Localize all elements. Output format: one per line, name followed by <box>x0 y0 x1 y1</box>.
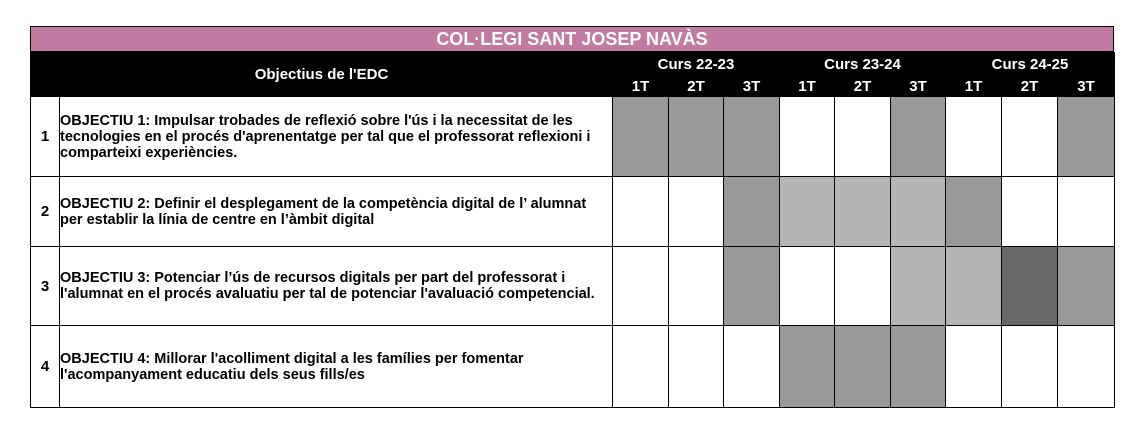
term-header: 1T <box>946 77 1002 97</box>
schedule-cell <box>891 247 946 326</box>
schedule-cell <box>1058 326 1115 408</box>
objective-text: OBJECTIU 4: Millorar l'acolliment digital a les famílies per fomentar l'acompanyament educatiu dels seus fills/es <box>60 326 613 408</box>
schedule-cell <box>835 247 891 326</box>
term-header: 2T <box>669 77 724 97</box>
schedule-cell <box>724 97 780 177</box>
schedule-cell <box>1002 97 1058 177</box>
term-header: 3T <box>724 77 780 97</box>
schedule-cell <box>780 247 835 326</box>
objective-text: OBJECTIU 3: Potenciar l’ús de recursos digitals per part del professorat i l'alumnat en el procés avaluatiu per tal de potenciar l'avaluació competencial. <box>60 247 613 326</box>
schedule-cell <box>613 97 669 177</box>
objective-row <box>31 247 1115 326</box>
schedule-cell <box>946 97 1002 177</box>
objective-number: 1 <box>31 97 60 177</box>
year-header: Curs 24-25 <box>946 53 1115 77</box>
schedule-cell <box>1058 247 1115 326</box>
schedule-cell <box>946 247 1002 326</box>
school-title: COL·LEGI SANT JOSEP NAVÀS <box>30 26 1114 52</box>
objective-text: OBJECTIU 2: Definir el desplegament de la competència digital de l’ alumnat per establir la línia de centre en l’àmbit digital <box>60 177 613 247</box>
objective-number: 4 <box>31 326 60 408</box>
objectives-table <box>30 52 1115 408</box>
schedule-cell <box>780 177 835 247</box>
schedule-cell <box>946 177 1002 247</box>
term-header: 2T <box>835 77 891 97</box>
schedule-cell <box>1002 177 1058 247</box>
schedule-cell <box>891 326 946 408</box>
schedule-cell <box>613 326 669 408</box>
schedule-cell <box>891 177 946 247</box>
year-header: Curs 22-23 <box>613 53 780 77</box>
plan-sheet <box>30 26 1114 408</box>
objective-row <box>31 177 1115 247</box>
schedule-cell <box>1058 97 1115 177</box>
term-header: 1T <box>780 77 835 97</box>
term-header: 2T <box>1002 77 1058 97</box>
schedule-cell <box>669 177 724 247</box>
objective-number: 3 <box>31 247 60 326</box>
schedule-cell <box>669 247 724 326</box>
schedule-cell <box>835 326 891 408</box>
schedule-cell <box>780 326 835 408</box>
schedule-cell <box>724 247 780 326</box>
schedule-cell <box>835 177 891 247</box>
schedule-cell <box>835 97 891 177</box>
schedule-cell <box>613 247 669 326</box>
schedule-cell <box>946 326 1002 408</box>
term-header: 3T <box>891 77 946 97</box>
term-header: 1T <box>613 77 669 97</box>
year-header: Curs 23-24 <box>780 53 946 77</box>
objective-number: 2 <box>31 177 60 247</box>
schedule-cell <box>1002 326 1058 408</box>
term-header: 3T <box>1058 77 1115 97</box>
schedule-cell <box>1002 247 1058 326</box>
schedule-cell <box>669 97 724 177</box>
schedule-cell <box>780 97 835 177</box>
schedule-cell <box>724 177 780 247</box>
objectives-header: Objectius de l'EDC <box>31 53 613 97</box>
objective-text: OBJECTIU 1: Impulsar trobades de reflexió sobre l'ús i la necessitat de les tecnologies en el procés d'aprenentatge per tal que el professorat reflexioni i comparteixi experiències. <box>60 97 613 177</box>
schedule-cell <box>891 97 946 177</box>
objective-row <box>31 97 1115 177</box>
schedule-cell <box>669 326 724 408</box>
schedule-cell <box>1058 177 1115 247</box>
objective-row <box>31 326 1115 408</box>
schedule-cell <box>724 326 780 408</box>
schedule-cell <box>613 177 669 247</box>
